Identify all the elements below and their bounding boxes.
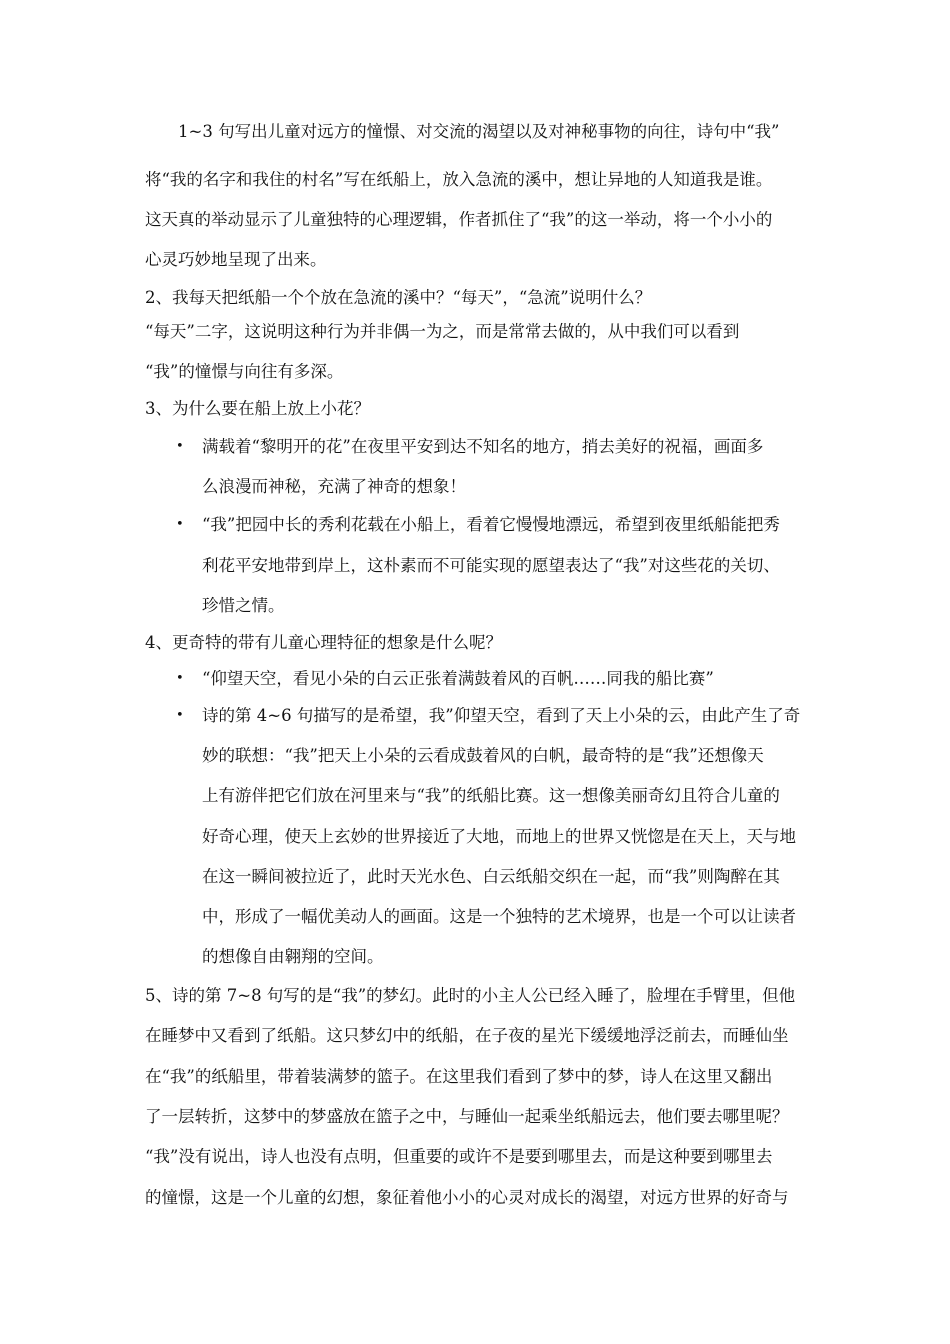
question-3: 3、为什么要在船上放上小花？ [145,399,370,418]
q4-bullet-2-line-4: 好奇心理，使天上玄妙的世界接近了大地，而地上的世界又恍惚是在天上，天与地 [202,827,796,846]
q4-bullet-2-line-6: 中，形成了一幅优美动人的画面。这是一个独特的艺术境界，也是一个可以让读者 [202,907,796,926]
q4-bullet-1-line-1: “仰望天空，看见小朵的白云正张着满鼓着风的百帆……同我的船比赛” [202,669,714,688]
q5-line-2: 在睡梦中又看到了纸船。这只梦幻中的纸船，在子夜的星光下缓缓地浮泛前去，而睡仙坐 [145,1026,789,1045]
q3-bullet-2-line-1: “我”把园中长的秀利花载在小船上，看着它慢慢地漂远，希望到夜里纸船能把秀 [202,515,780,534]
para1-line-1: 1~3 句写出儿童对远方的憧憬、对交流的渴望以及对神秘事物的向往，诗句中“我” [178,122,780,141]
q4-bullet-2-line-2: 妙的联想：“我”把天上小朵的云看成鼓着风的白帆，最奇特的是“我”还想像天 [202,746,764,765]
q4-bullet-2-line-1: 诗的第 4~6 句描写的是希望，我”仰望天空，看到了天上小朵的云，由此产生了奇 [202,706,801,725]
bullet-marker: • [176,517,184,532]
q3-bullet-2-line-3: 珍惜之情。 [202,596,285,615]
q5-line-4: 了一层转折，这梦中的梦盛放在篮子之中，与睡仙一起乘坐纸船远去，他们要去哪里呢？ [145,1107,789,1126]
para1-line-3: 这天真的举动显示了儿童独特的心理逻辑，作者抓住了“我”的这一举动，将一个小小的 [145,210,773,229]
q5-line-5: “我”没有说出，诗人也没有点明，但重要的或许不是要到哪里去，而是这种要到哪里去 [145,1147,773,1166]
q5-line-3: 在“我”的纸船里，带着装满梦的篮子。在这里我们看到了梦中的梦，诗人在这里又翻出 [145,1067,773,1086]
q2-answer-line-1: “每天”二字，这说明这种行为并非偶一为之，而是常常去做的，从中我们可以看到 [145,322,740,341]
q4-bullet-2-line-7: 的想像自由翱翔的空间。 [202,947,384,966]
bullet-marker: • [176,439,184,454]
q4-bullet-2-line-3: 上有游伴把它们放在河里来与“我”的纸船比赛。这一想像美丽奇幻且符合儿童的 [202,786,780,805]
q5-line-1: 5、诗的第 7~8 句写的是“我”的梦幻。此时的小主人公已经入睡了，脸埋在手臂里，但他 [145,986,796,1005]
para1-line-4: 心灵巧妙地呈现了出来。 [145,250,327,269]
question-4: 4、更奇特的带有儿童心理特征的想象是什么呢？ [145,633,502,652]
q2-answer-line-2: “我”的憧憬与向往有多深。 [145,362,344,381]
para1-line-2: 将“我的名字和我住的村名”写在纸船上，放入急流的溪中，想让异地的人知道我是谁。 [145,170,773,189]
q3-bullet-1-line-2: 么浪漫而神秘，充满了神奇的想象！ [202,477,466,496]
q5-line-6: 的憧憬，这是一个儿童的幻想，象征着他小小的心灵对成长的渴望，对远方世界的好奇与 [145,1188,789,1207]
bullet-marker: • [176,671,184,686]
q4-bullet-2-line-5: 在这一瞬间被拉近了，此时天光水色、白云纸船交织在一起，而“我”则陶醉在其 [202,867,780,886]
bullet-marker: • [176,708,184,723]
q3-bullet-2-line-2: 利花平安地带到岸上，这朴素而不可能实现的愿望表达了“我”对这些花的关切、 [202,556,780,575]
q3-bullet-1-line-1: 满载着“黎明开的花”在夜里平安到达不知名的地方，捎去美好的祝福，画面多 [202,437,764,456]
question-2: 2、我每天把纸船一个个放在急流的溪中？“每天”，“急流”说明什么？ [145,288,652,307]
